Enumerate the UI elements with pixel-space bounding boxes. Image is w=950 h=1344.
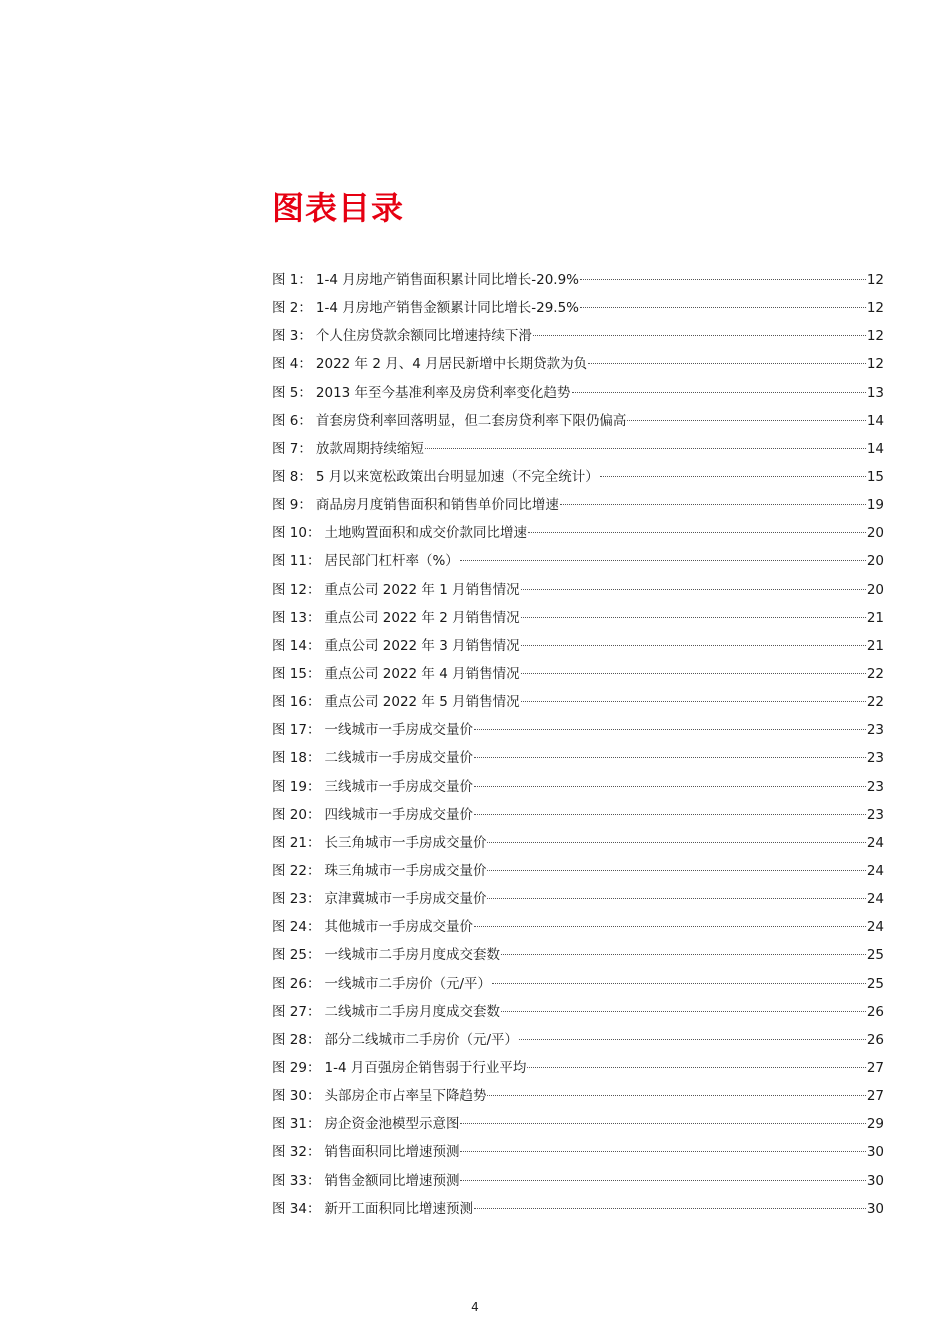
toc-dot-leader [487,870,865,871]
toc-entry[interactable] [272,266,884,294]
toc-entry-page: 24 [866,862,884,879]
toc-entry-label: 图 7： [272,440,312,457]
toc-entry-page: 12 [866,356,884,373]
toc-dot-leader [521,701,866,702]
toc-entry-label: 图 21： [272,834,321,851]
toc-entry-text: 长三角城市一手房成交量价 [324,834,487,851]
toc-entry[interactable] [272,407,884,435]
toc-entry[interactable] [272,1110,884,1138]
toc-entry-page: 14 [866,440,884,457]
toc-entry-page: 24 [866,834,884,851]
toc-entry-page: 25 [866,947,884,964]
toc-entry[interactable] [272,519,884,547]
toc-entry-label: 图 17： [272,722,321,739]
toc-dot-leader [600,476,866,477]
toc-entry-text: 重点公司 2022 年 2 月销售情况 [324,609,520,626]
page-number: 4 [471,1300,479,1314]
toc-entry-page: 23 [866,722,884,739]
toc-entry-label: 图 12： [272,581,321,598]
toc-entry-page: 25 [866,975,884,992]
toc-entry-text: 其他城市一手房成交量价 [324,919,473,936]
toc-dot-leader [487,898,865,899]
toc-entry[interactable] [272,1138,884,1166]
toc-dot-leader [572,392,866,393]
toc-entry[interactable] [272,632,884,660]
toc-entry-page: 14 [866,412,884,429]
toc-entry-text: 珠三角城市一手房成交量价 [324,862,487,879]
toc-entry-label: 图 5： [272,384,312,401]
toc-entry-text: 销售金额同比增速预测 [324,1172,460,1189]
toc-dot-leader [580,307,866,308]
toc-entry-page: 30 [866,1172,884,1189]
toc-entry-text: 三线城市一手房成交量价 [324,778,473,795]
toc-entry-text: 商品房月度销售面积和销售单价同比增速 [315,497,559,514]
toc-entry-label: 图 3： [272,328,312,345]
toc-entry[interactable] [272,688,884,716]
toc-entry-label: 图 28： [272,1031,321,1048]
toc-entry-label: 图 6： [272,412,312,429]
toc-list [272,266,884,1223]
toc-entry[interactable] [272,857,884,885]
toc-dot-leader [492,983,866,984]
toc-entry[interactable] [272,294,884,322]
toc-entry-page: 24 [866,919,884,936]
toc-dot-leader [474,786,866,787]
toc-dot-leader [474,926,866,927]
toc-entry-text: 部分二线城市二手房价（元/平） [324,1031,519,1048]
toc-entry-page: 20 [866,553,884,570]
toc-entry-label: 图 29： [272,1059,321,1076]
toc-entry-label: 图 24： [272,919,321,936]
toc-entry[interactable] [272,1082,884,1110]
toc-entry-page: 19 [866,497,884,514]
toc-entry-text: 四线城市一手房成交量价 [324,806,473,823]
toc-entry-label: 图 31： [272,1116,321,1133]
toc-entry[interactable] [272,801,884,829]
toc-entry-page: 15 [866,468,884,485]
toc-entry-label: 图 11： [272,553,321,570]
toc-entry-page: 12 [866,328,884,345]
toc-entry-label: 图 16： [272,694,321,711]
toc-entry-label: 图 13： [272,609,321,626]
toc-entry[interactable] [272,744,884,772]
toc-entry-text: 放款周期持续缩短 [315,440,424,457]
toc-entry-text: 一线城市二手房价（元/平） [324,975,492,992]
toc-dot-leader [501,954,866,955]
toc-entry-page: 30 [866,1200,884,1217]
toc-entry-label: 图 9： [272,497,312,514]
toc-dot-leader [528,532,866,533]
toc-entry[interactable] [272,970,884,998]
toc-entry-text: 一线城市一手房成交量价 [324,722,473,739]
toc-entry[interactable] [272,829,884,857]
toc-entry-text: 重点公司 2022 年 3 月销售情况 [324,637,520,654]
toc-entry-text: 5 月以来宽松政策出台明显加速（不完全统计） [315,468,599,485]
toc-entry-label: 图 2： [272,300,312,317]
toc-entry-text: 新开工面积同比增速预测 [324,1200,473,1217]
toc-entry[interactable] [272,350,884,378]
toc-entry-text: 居民部门杠杆率（%） [324,553,459,570]
toc-entry[interactable] [272,435,884,463]
toc-dot-leader [487,842,865,843]
toc-entry-page: 24 [866,891,884,908]
toc-title: 图表目录 [272,189,405,227]
toc-entry-text: 重点公司 2022 年 5 月销售情况 [324,694,520,711]
toc-dot-leader [533,335,866,336]
toc-entry-text: 1-4 月房地产销售金额累计同比增长-29.5% [315,300,579,317]
toc-entry-label: 图 19： [272,778,321,795]
toc-dot-leader [460,1151,865,1152]
toc-entry-page: 23 [866,778,884,795]
toc-entry-text: 二线城市一手房成交量价 [324,750,473,767]
toc-entry-page: 12 [866,300,884,317]
toc-entry-label: 图 33： [272,1172,321,1189]
toc-entry-text: 头部房企市占率呈下降趋势 [324,1088,487,1105]
toc-entry-page: 12 [866,272,884,288]
toc-dot-leader [527,1067,865,1068]
toc-entry[interactable] [272,604,884,632]
toc-entry-label: 图 32： [272,1144,321,1161]
toc-entry-page: 30 [866,1144,884,1161]
toc-entry[interactable] [272,913,884,941]
toc-entry-page: 29 [866,1116,884,1133]
toc-entry-label: 图 30： [272,1088,321,1105]
toc-entry-page: 26 [866,1003,884,1020]
toc-entry-page: 26 [866,1031,884,1048]
toc-entry-label: 图 1： [272,272,312,288]
toc-entry-text: 土地购置面积和成交价款同比增速 [324,525,527,542]
toc-entry-page: 27 [866,1059,884,1076]
toc-dot-leader [474,729,866,730]
toc-entry-page: 27 [866,1088,884,1105]
toc-entry-page: 22 [866,665,884,682]
toc-entry-label: 图 15： [272,665,321,682]
toc-dot-leader [425,448,866,449]
toc-entry[interactable] [272,379,884,407]
toc-entry[interactable] [272,576,884,604]
toc-entry[interactable] [272,491,884,519]
toc-entry-label: 图 26： [272,975,321,992]
toc-entry[interactable] [272,1026,884,1054]
toc-dot-leader [580,279,866,280]
toc-entry-text: 京津冀城市一手房成交量价 [324,891,487,908]
toc-entry-label: 图 10： [272,525,321,542]
toc-entry[interactable] [272,885,884,913]
toc-entry-page: 13 [866,384,884,401]
toc-entry-text: 首套房贷利率回落明显，但二套房贷利率下限仍偏高 [315,412,627,429]
toc-dot-leader [588,363,866,364]
toc-dot-leader [460,560,866,561]
toc-entry-text: 2022 年 2 月、4 月居民新增中长期贷款为负 [315,356,588,373]
toc-entry[interactable] [272,998,884,1026]
toc-entry-text: 一线城市二手房月度成交套数 [324,947,500,964]
toc-dot-leader [474,757,866,758]
toc-entry-label: 图 34： [272,1200,321,1217]
toc-entry-label: 图 27： [272,1003,321,1020]
toc-entry-page: 23 [866,750,884,767]
toc-entry-label: 图 8： [272,468,312,485]
toc-entry-text: 重点公司 2022 年 1 月销售情况 [324,581,520,598]
toc-entry[interactable] [272,547,884,575]
toc-entry-text: 1-4 月百强房企销售弱于行业平均 [324,1059,527,1076]
toc-dot-leader [521,645,866,646]
toc-entry-page: 22 [866,694,884,711]
toc-entry[interactable] [272,1054,884,1082]
toc-dot-leader [627,420,865,421]
toc-entry-text: 销售面积同比增速预测 [324,1144,460,1161]
toc-dot-leader [519,1039,866,1040]
toc-dot-leader [474,1208,866,1209]
toc-entry-page: 20 [866,581,884,598]
toc-entry[interactable] [272,463,884,491]
toc-entry-label: 图 25： [272,947,321,964]
toc-entry-label: 图 18： [272,750,321,767]
toc-dot-leader [487,1095,865,1096]
toc-entry[interactable] [272,941,884,969]
toc-dot-leader [501,1011,866,1012]
toc-entry[interactable] [272,716,884,744]
toc-entry-label: 图 22： [272,862,321,879]
toc-dot-leader [560,504,866,505]
toc-entry-label: 图 14： [272,637,321,654]
toc-entry[interactable] [272,322,884,350]
toc-dot-leader [521,589,866,590]
toc-entry-text: 二线城市二手房月度成交套数 [324,1003,500,1020]
toc-entry-text: 2013 年至今基准利率及房贷利率变化趋势 [315,384,571,401]
toc-dot-leader [521,617,866,618]
toc-dot-leader [474,814,866,815]
toc-entry-page: 23 [866,806,884,823]
toc-entry-text: 个人住房贷款余额同比增速持续下滑 [315,328,532,345]
toc-entry[interactable] [272,1195,884,1223]
toc-entry-label: 图 23： [272,891,321,908]
toc-entry-text: 房企资金池模型示意图 [324,1116,460,1133]
toc-entry[interactable] [272,1167,884,1195]
toc-entry-label: 图 4： [272,356,312,373]
toc-entry[interactable] [272,773,884,801]
toc-entry-page: 21 [866,637,884,654]
toc-dot-leader [460,1123,865,1124]
toc-entry[interactable] [272,660,884,688]
toc-dot-leader [521,673,866,674]
toc-entry-text: 1-4 月房地产销售面积累计同比增长-20.9% [315,272,579,288]
toc-entry-text: 重点公司 2022 年 4 月销售情况 [324,665,520,682]
toc-entry-page: 21 [866,609,884,626]
toc-entry-page: 20 [866,525,884,542]
toc-entry-label: 图 20： [272,806,321,823]
toc-dot-leader [460,1180,865,1181]
